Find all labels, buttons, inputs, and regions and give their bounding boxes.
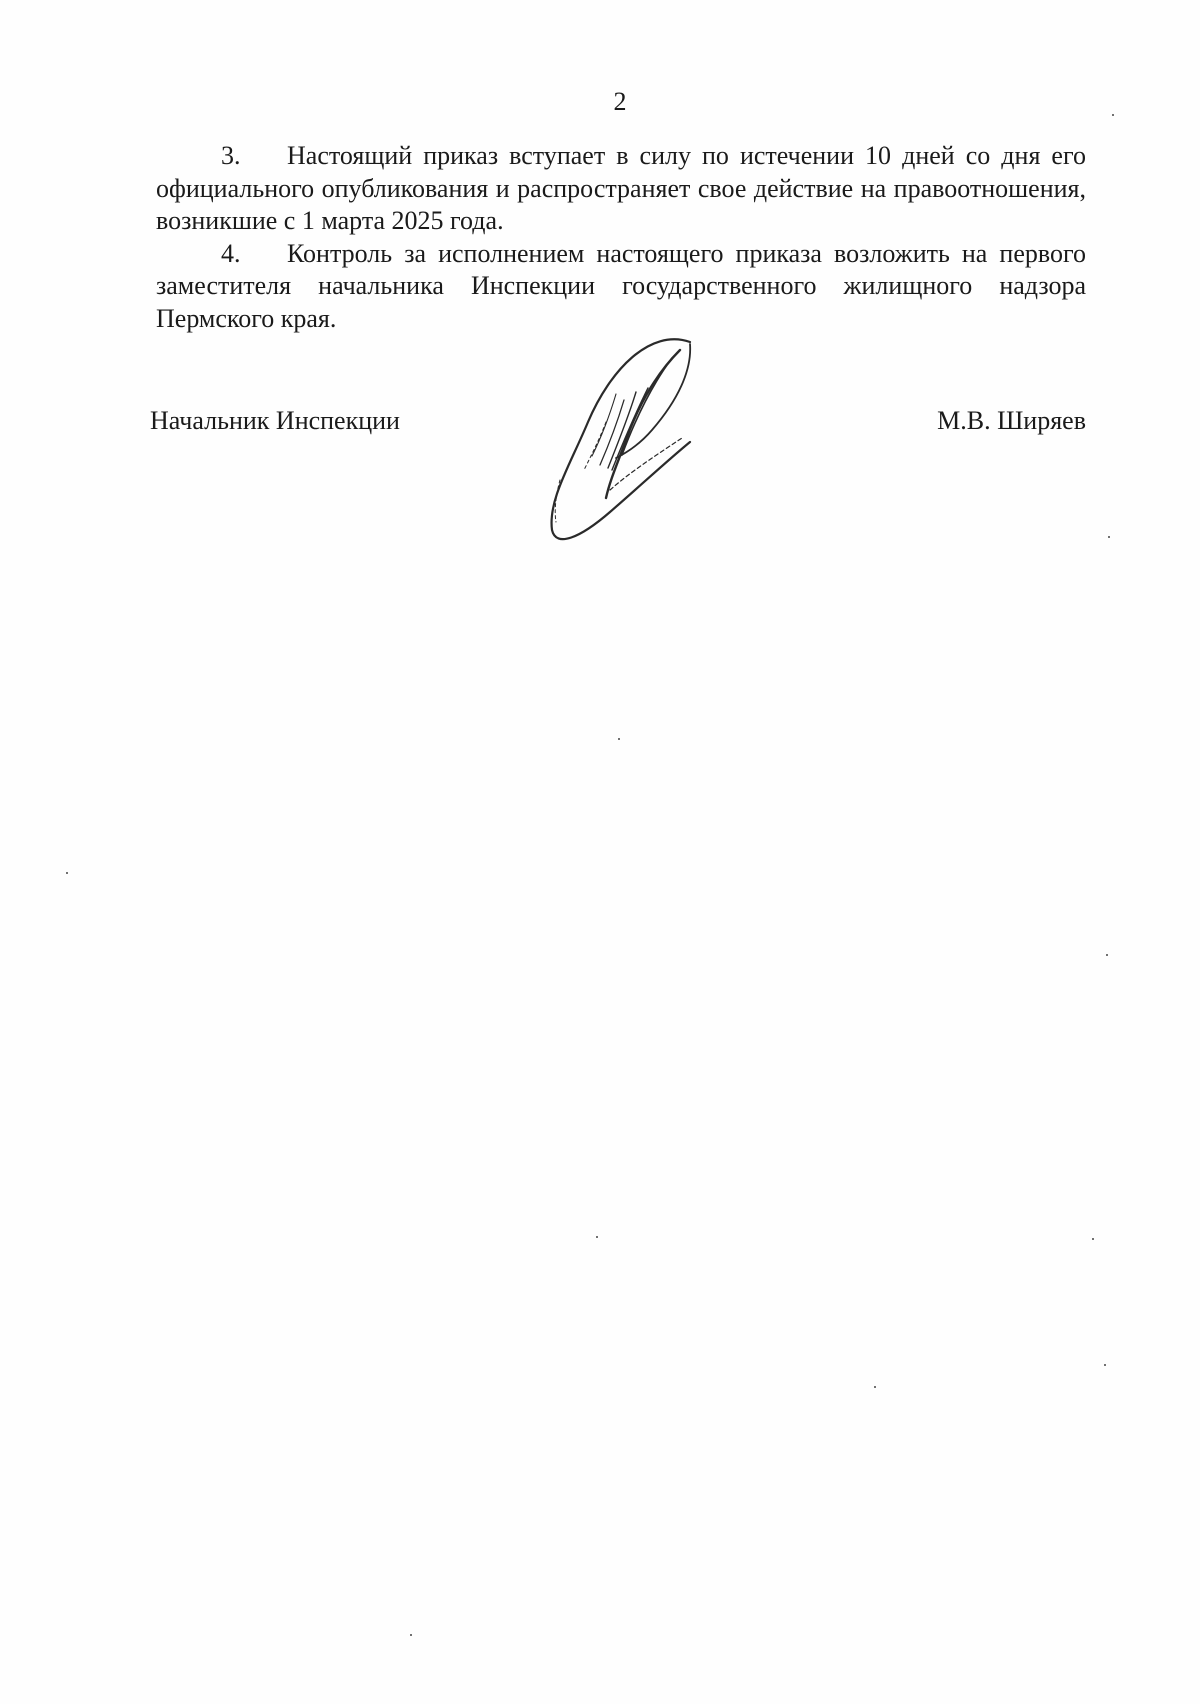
scan-speck [874,1386,876,1388]
scan-speck [1092,1238,1094,1240]
scan-speck [66,872,68,874]
scan-speck [596,1236,598,1238]
scan-speck [1104,1364,1106,1366]
signatory-name: М.В. Ширяев [937,406,1086,435]
scan-speck [1106,954,1108,956]
handwritten-signature [540,330,720,545]
scan-speck [1108,536,1110,538]
paragraph-number: 3. [221,141,241,170]
paragraph-3 [156,140,1086,238]
page-number: 2 [613,87,627,116]
signatory-position: Начальник Инспекции [150,406,400,435]
scan-speck [1112,114,1114,116]
paragraph-4 [156,238,1086,336]
scan-speck [618,738,620,740]
scan-speck [410,1634,412,1636]
paragraph-text: Контроль за исполнением настоящего приказа возложить на первого заместителя начальника Инспекции государственного жилищного надзора Пермского края. [156,238,1086,333]
paragraph-number: 4. [221,238,241,268]
paragraph-text: Настоящий приказ вступает в силу по истечении 10 дней со дня его официального опубликования и распространяет свое действие на правоотношения, возникшие с 1 марта 2025 года. [156,141,1086,235]
document-body [156,140,1086,335]
